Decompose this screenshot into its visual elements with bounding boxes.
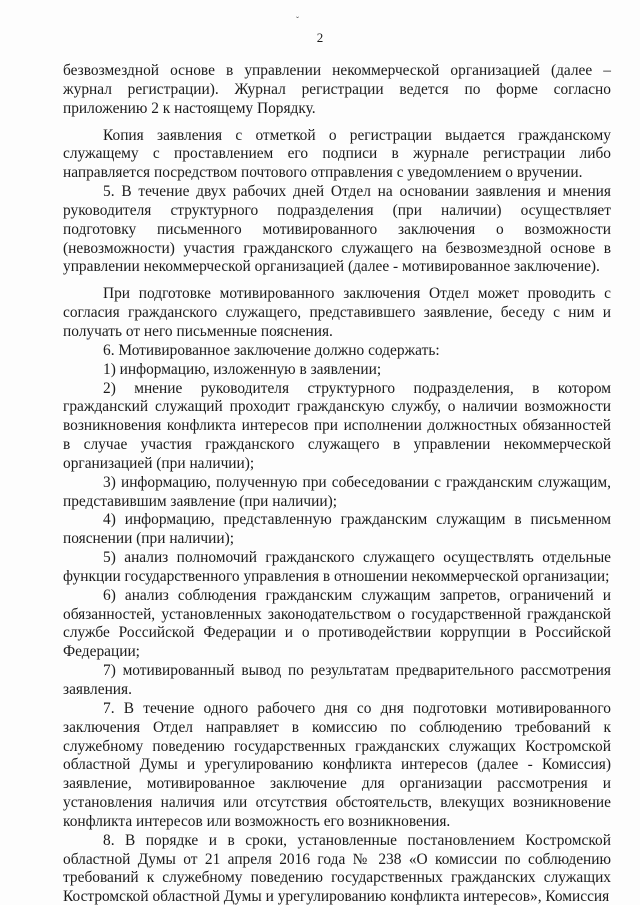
document-body <box>63 62 611 907</box>
paragraph-item-7: 7. В течение одного рабочего дня со дня подготовки мотивированного заключения Отдел направляет в комиссию по соблюдению требований к служебному поведению государственных гражданских служащих Костромской областной Думы и урегулированию конфликта интересов (далее - Комиссия) заявление, мотивированное заключение для организации рассмотрения и установления наличия или отсутствия обстоятельств, влекущих возникновение конфликта интересов или возможность его возникновения. <box>63 699 611 830</box>
list-item-6-2: 2) мнение руководителя структурного подразделения, в котором гражданский служащий проходит гражданскую службу, о наличии возможности возникновения конфликта интересов при исполнении должностных обязанностей в случае участия гражданского служащего в управлении некоммерческой организацией (при наличии); <box>63 379 611 472</box>
page-number: 2 <box>316 30 324 45</box>
list-item-6-6: 6) анализ соблюдения гражданским служащим запретов, ограничений и обязанностей, установленных законодательством о государственной гражданской службе Российской Федерации и о противодействии коррупции в Российской Федерации; <box>63 586 611 661</box>
list-item-6-7: 7) мотивированный вывод по результатам предварительного рассмотрения заявления. <box>63 662 611 698</box>
list-item-6-1: 1) информацию, изложенную в заявлении; <box>103 360 382 378</box>
paragraph-item-6: 6. Мотивированное заключение должно содержать: <box>103 341 440 359</box>
list-item-6-4: 4) информацию, представленную гражданским служащим в письменном пояснении (при наличии); <box>63 511 611 548</box>
list-item-6-3: 3) информацию, полученную при собеседовании с гражданским служащим, представившим заявление (при наличии); <box>63 473 611 510</box>
paragraph-item-5: 5. В течение двух рабочих дней Отдел на основании заявления и мнения руководителя структурного подразделения (при наличии) осуществляет подготовку письменного мотивированного заключения о возможности (невозможности) участия гражданского служащего на безвозмездной основе в управлении некоммерческой организацией (далее - мотивированное заключение). <box>63 183 611 276</box>
paragraph-preparation-interview: При подготовке мотивированного заключения Отдел может проводить с согласия гражданского служащего, представившего заявление, беседу с ним и получать от него письменные пояснения. <box>63 285 611 340</box>
paragraph-copy-of-application: Копия заявления с отметкой о регистрации выдается гражданскому служащему с проставлением его подписи в журнале регистрации либо направляется посредством почтового отправления с уведомлением о вручении. <box>63 126 611 182</box>
scan-mark: ˇ <box>296 15 299 25</box>
paragraph-registration-journal: безвозмездной основе в управлении некоммерческой организацией (далее – журнал регистрации). Журнал регистрации ведется по форме согласно приложению 2 к настоящему Порядку. <box>63 62 611 117</box>
list-item-6-5: 5) анализ полномочий гражданского служащего осуществлять отдельные функции государственного управления в отношении некоммерческой организации; <box>63 549 611 585</box>
paragraph-item-8: 8. В порядке и в сроки, установленные постановлением Костромской областной Думы от 21 апреля 2016 года № 238 «О комиссии по соблюдению требований к служебному поведению государственных гражданских служащих Костромской областной Думы и урегулированию конфликта интересов», Комиссия <box>63 831 611 906</box>
